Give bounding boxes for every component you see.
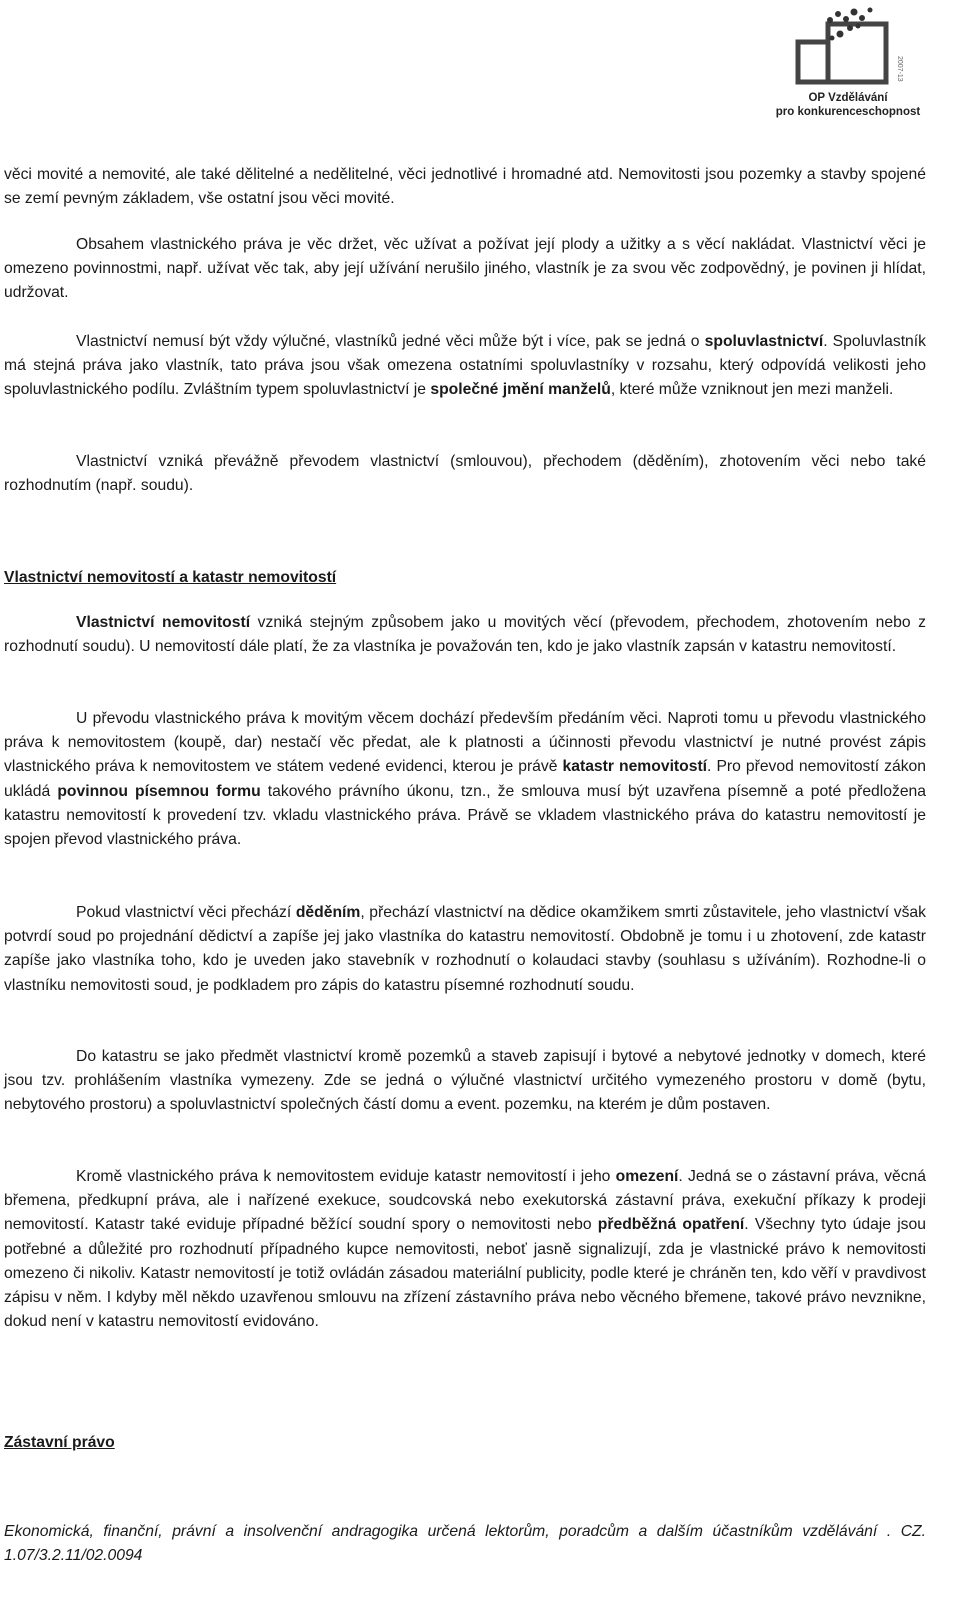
- logo-line2: pro konkurenceschopnost: [775, 106, 921, 118]
- paragraph-units: [4, 1045, 926, 1118]
- paragraph-text: Vlastnictví vzniká převážně převodem vlastnictví (smlouvou), přechodem (děděním), zhotovením věci nebo také rozhodnutím (např. soudu).: [4, 453, 926, 495]
- op-logo: [768, 6, 928, 124]
- paragraph-limitations: Kromě vlastnického práva k nemovitostem eviduje katastr nemovitostí i jeho omezení. Jedná se o zástavní práva, věcná břemena, předkupní práva, ale i nařízené exekuce, soudcovská nebo exekutorská zástavní práva, exekuční příkazy k prodeji nemovitostí. Katastr také eviduje případné běžící soudní spory o nemovitosti nebo předběžná opatření. Všechny tyto údaje jsou potřebné a důležité pro rozhodnutí případného kupce nemovitosti, neboť jasně signalizují, zda je vlastnické právo k nemovitosti omezeno či nikoliv. Katastr nemovitostí je totiž ovládán zásadou materiální publicity, podle které je chráněn ten, kdo věří v pravdivost zápisu v něm. I kdyby měl někdo uzavřenou smlouvu na zřízení zástavního práva nebo věcného břemene, takové právo nevznikne, dokud není v katastru nemovitostí evidováno.: [4, 1168, 926, 1331]
- paragraph-movables: [4, 163, 926, 211]
- svg-text:2007-13: 2007-13: [896, 56, 903, 82]
- paragraph-ownership-origin: [4, 450, 926, 498]
- paragraph-coownership: Vlastnictví nemusí být vždy výlučné, vlastníků jedné věci může být i více, pak se jedná o spoluvlastnictví. Spoluvlastník má stejná práva jako vlastník, tato práva jsou však omezena ostatními spoluvlastníky v rozsahu, který odpovídá velikosti jeho spoluvlastnického podílu. Zvláštním typem spoluvlastnictví je společné jmění manželů, které může vzniknout jen mezi manželi.: [4, 333, 926, 399]
- page-footer: Ekonomická, finanční, právní a insolvenční andragogika určená lektorům, poradcům a dalším účastníkům vzdělávání . CZ. 1.07/3.2.11/02.0094: [4, 1523, 926, 1565]
- section-heading-real-estate: [4, 566, 926, 590]
- section-heading-lien: [4, 1431, 926, 1455]
- paragraph-text: Do katastru se jako předmět vlastnictví kromě pozemků a staveb zapisují i bytové a nebytové jednotky v domech, které jsou tzv. prohlášením vlastníka vymezeny. Zde se jedná o výlučné vlastnictví určitého vymezeného prostoru v domě (bytu, nebytového prostoru) a spoluvlastnictví společných částí domu a event. pozemku, na kterém je dům postaven.: [4, 1048, 926, 1114]
- logo-mark-icon: [790, 6, 906, 90]
- paragraph-text: věci movité a nemovité, ale také dělitelné a nedělitelné, věci jednotlivé i hromadné atd. Nemovitosti jsou pozemky a stavby spojené se zemí pevným základem, vše ostatní jsou věci movité.: [4, 166, 926, 208]
- paragraph-text: Obsahem vlastnického práva je věc držet, věc užívat a požívat její plody a užitky a s věcí nakládat. Vlastnictví věci je omezeno povinnostmi, např. užívat věc tak, aby její užívání nerušilo jiného, vlastník je za svou věc zodpovědný, je povinen ji hlídat, udržovat.: [4, 236, 926, 302]
- paragraph-ownership-content: [4, 233, 926, 306]
- paragraph-real-estate-ownership: Vlastnictví nemovitostí vzniká stejným způsobem jako u movitých věcí (převodem, přechodem, zhotovením nebo z rozhodnutí soudu). U nemovitostí dále platí, že za vlastníka je považován ten, kdo je jako vlastník zapsán v katastru nemovitostí.: [4, 614, 926, 656]
- paragraph-transfer: U převodu vlastnického práva k movitým věcem dochází především předáním věci. Naproti tomu u převodu vlastnického práva k nemovitostem (koupě, dar) nestačí věc předat, ale k platnosti a účinnosti převodu vlastnictví je nutné provést zápis vlastnického práva k nemovitostem ve státem vedené evidenci, kterou je právě katastr nemovitostí. Pro převod nemovitostí zákon ukládá povinnou písemnou formu takového právního úkonu, tzn., že smlouva musí být uzavřena písemně a poté předložena katastru nemovitostí k provedení tzv. vkladu vlastnického práva. Právě se vkladem vlastnického práva do katastru nemovitostí je spojen převod vlastnického práva.: [4, 710, 926, 849]
- paragraph-inheritance: Pokud vlastnictví věci přechází děděním, přechází vlastnictví na dědice okamžikem smrti zůstavitele, jeho vlastnictví však potvrdí soud po projednání dědictví a zapíše jej jako vlastníka do katastru nemovitostí. Obdobně je tomu i u zhotovení, zde katastr zapíše jako vlastníka toho, kdo je uveden jako stavebník v rozhodnutí o kolaudaci stavby (souhlasu s užíváním). Rozhodne-li o vlastníku nemovitosti soud, je podkladem pro zápis do katastru písemné rozhodnutí soudu.: [4, 904, 926, 994]
- heading-text: Vlastnictví nemovitostí a katastr nemovitostí: [4, 569, 337, 586]
- heading-text: Zástavní právo: [4, 1434, 115, 1451]
- logo-line1: OP Vzdělávání: [808, 92, 888, 104]
